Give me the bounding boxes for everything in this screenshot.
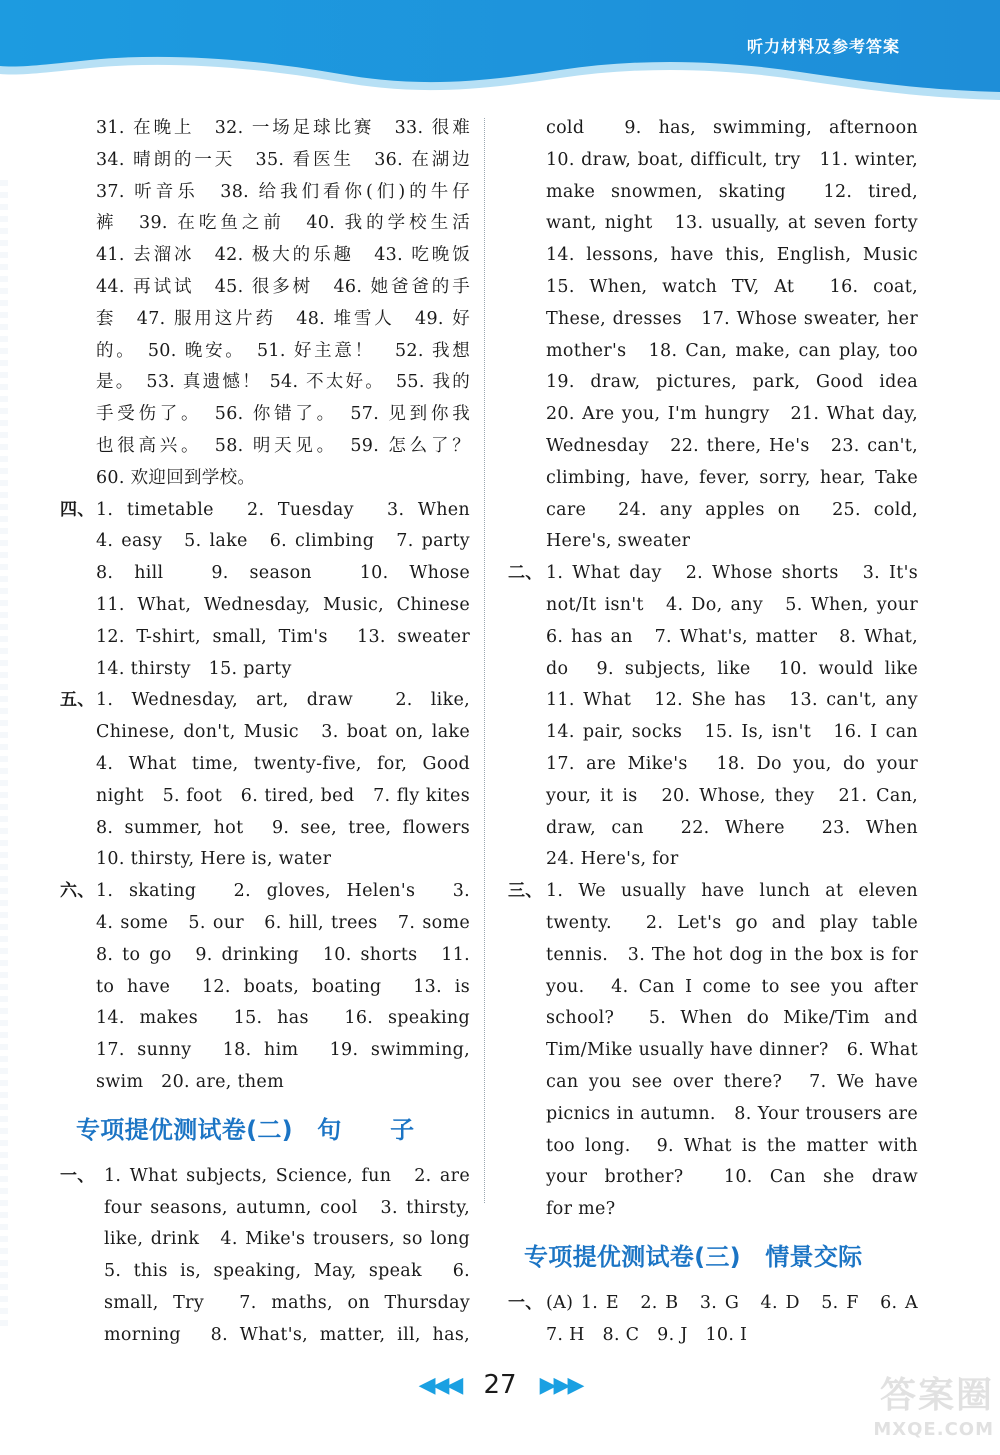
answer-line: These, dresses 17. Whose sweater, her bbox=[546, 308, 918, 329]
answer-line: draw, can 22. Where 23. When bbox=[546, 817, 918, 838]
watermark-bottom: MXQE.COM bbox=[873, 1419, 994, 1440]
answer-line: 44. 再试试 45. 很多树 46. 她爸爸的手 bbox=[96, 276, 470, 297]
answer-line: small, Try 7. maths, on Thursday bbox=[104, 1292, 470, 1313]
section-1-line bbox=[508, 1288, 918, 1320]
answer-line: 12. T-shirt, small, Tim's 13. sweater bbox=[96, 626, 470, 647]
answer-line: picnics in autumn. 8. Your trousers are bbox=[546, 1103, 918, 1124]
answer-line: your, it is 20. Whose, they 21. Can, bbox=[546, 785, 918, 806]
section-title: 专项提优测试卷(二) 句 子 bbox=[76, 1115, 415, 1144]
answer-line: 17. are Mike's 18. Do you, do your bbox=[546, 753, 918, 774]
answer-line: 4. easy 5. lake 6. climbing 7. party bbox=[96, 531, 470, 552]
answer-line: 14. lessons, have this, English, Music bbox=[546, 245, 918, 266]
answer-line: 10. draw, boat, difficult, try 11. winter, bbox=[546, 149, 918, 170]
answer-line: 手受伤了。 56. 你错了。 57. 见到你我 bbox=[96, 404, 470, 425]
section-3-line bbox=[508, 876, 918, 908]
answer-line: 14. pair, socks 15. Is, isn't 16. I can bbox=[546, 722, 918, 743]
answer-line: you. 4. Can I come to see you after bbox=[546, 976, 918, 997]
answer-line: 4. What time, twenty-five, for, Good bbox=[96, 753, 470, 774]
answer-line: 20. Are you, I'm hungry 21. What day, bbox=[546, 404, 918, 425]
answer-line: Here's, sweater bbox=[546, 531, 691, 552]
answer-line: not/It isn't 4. Do, any 5. When, your bbox=[546, 594, 918, 615]
answer-line: 8. hill 9. season 10. Whose bbox=[96, 563, 470, 584]
answer-line: to have 12. boats, boating 13. is bbox=[96, 976, 470, 997]
answer-line: 41. 去溜冰 42. 极大的乐趣 43. 吃晚饭 bbox=[96, 245, 470, 266]
answer-line: want, night 13. usually, at seven forty bbox=[546, 213, 918, 234]
answer-line: morning 8. What's, matter, ill, has, bbox=[104, 1324, 470, 1345]
answer-line: swim 20. are, them bbox=[96, 1071, 284, 1092]
answer-line: Chinese, don't, Music 3. boat on, lake bbox=[96, 722, 470, 743]
answer-line: mother's 18. Can, make, can play, too bbox=[546, 340, 918, 361]
answer-text: 1. timetable 2. Tuesday 3. When bbox=[96, 499, 470, 520]
section-marker: 五、 bbox=[60, 690, 95, 711]
prev-arrows-icon: ◀◀◀ bbox=[418, 1372, 461, 1398]
section-title: 专项提优测试卷(三) 情景交际 bbox=[524, 1242, 863, 1271]
answer-line: 31. 在晚上 32. 一场足球比赛 33. 很难 bbox=[96, 118, 470, 138]
answer-line: four seasons, autumn, cool 3. thirsty, bbox=[104, 1197, 470, 1218]
section-marker: 一、 bbox=[60, 1165, 95, 1186]
answer-line: 10. thirsty, Here is, water bbox=[96, 849, 332, 870]
answer-line: 5. this is, speaking, May, speak 6. bbox=[104, 1261, 470, 1282]
answer-line: 8. to go 9. drinking 10. shorts 11. bbox=[96, 944, 470, 965]
section-2-line bbox=[508, 558, 918, 590]
answer-line: 7. H 8. C 9. J 10. I bbox=[546, 1324, 748, 1345]
answer-line: for me? bbox=[546, 1199, 616, 1220]
answer-line: 11. What, Wednesday, Music, Chinese bbox=[96, 594, 470, 615]
answer-line: 34. 晴朗的一天 35. 看医生 36. 在湖边 bbox=[96, 149, 470, 170]
answer-line: can you see over there? 7. We have bbox=[546, 1071, 918, 1092]
answer-line: climbing, have, fever, sorry, hear, Take bbox=[546, 467, 918, 488]
answer-line: twenty. 2. Let's go and play table bbox=[546, 912, 918, 933]
answer-line: 14. thirsty 15. party bbox=[96, 658, 292, 679]
section-6-line bbox=[60, 876, 470, 908]
answer-line: 也很高兴。 58. 明天见。 59. 怎么了？ bbox=[96, 435, 470, 456]
answer-line: 37. 听音乐 38. 给我们看你(们)的牛仔 bbox=[96, 181, 470, 202]
next-arrows-icon: ▶▶▶ bbox=[539, 1372, 582, 1398]
section-marker: 六、 bbox=[60, 881, 95, 902]
answer-text: 1. skating 2. gloves, Helen's 3. bbox=[96, 881, 470, 902]
answer-line: Tim/Mike usually have dinner? 6. What bbox=[546, 1040, 918, 1061]
watermark-logo bbox=[844, 1373, 994, 1451]
answer-line: 17. sunny 18. him 19. swimming, bbox=[96, 1040, 470, 1061]
answer-line: 19. draw, pictures, park, Good idea bbox=[546, 372, 918, 393]
answer-text: 1. What day 2. Whose shorts 3. It's bbox=[546, 563, 918, 584]
answer-line: night 5. foot 6. tired, bed 7. fly kites bbox=[96, 785, 470, 806]
section-5-line bbox=[60, 685, 470, 717]
answer-line: tennis. 3. The hot dog in the box is for bbox=[546, 944, 918, 965]
answer-line: 14. makes 15. has 16. speaking bbox=[96, 1008, 470, 1029]
answer-line: 15. When, watch TV, At 16. coat, bbox=[546, 276, 918, 297]
answer-text: 1. Wednesday, art, draw 2. like, bbox=[96, 690, 470, 711]
answer-line: cold 9. has, swimming, afternoon bbox=[546, 118, 918, 138]
answer-line: 60. 欢迎回到学校。 bbox=[96, 467, 256, 488]
answer-line: too long. 9. What is the matter with bbox=[546, 1135, 918, 1156]
section-marker: 一、 bbox=[508, 1292, 543, 1313]
left-column bbox=[60, 113, 470, 1351]
answer-line: your brother? 10. Can she draw bbox=[546, 1167, 918, 1188]
section-marker: 三、 bbox=[508, 881, 543, 902]
answer-line: do 9. subjects, like 10. would like bbox=[546, 658, 918, 679]
answer-line: 4. some 5. our 6. hill, trees 7. some bbox=[96, 912, 470, 933]
left-edge-strip bbox=[0, 180, 8, 1330]
answer-line: 8. summer, hot 9. see, tree, flowers bbox=[96, 817, 470, 838]
section-marker: 二、 bbox=[508, 563, 543, 584]
answer-line: like, drink 4. Mike's trousers, so long bbox=[104, 1229, 470, 1250]
answer-line: 的。 50. 晚安。 51. 好主意！ 52. 我想 bbox=[96, 340, 470, 361]
section-1-line bbox=[60, 1161, 470, 1193]
answer-line: 套 47. 服用这片药 48. 堆雪人 49. 好 bbox=[96, 308, 470, 329]
column-divider bbox=[484, 118, 485, 1203]
answer-line: 是。 53. 真遗憾！ 54. 不太好。 55. 我的 bbox=[96, 372, 470, 393]
answer-line: Wednesday 22. there, He's 23. can't, bbox=[546, 435, 918, 456]
answer-line: 裤 39. 在吃鱼之前 40. 我的学校生活 bbox=[96, 213, 470, 234]
watermark-top: 答案圈 bbox=[879, 1375, 994, 1416]
answer-line: 11. What 12. She has 13. can't, any bbox=[546, 690, 918, 711]
answer-line: school? 5. When do Mike/Tim and bbox=[546, 1008, 918, 1029]
header-title: 听力材料及参考答案 bbox=[746, 37, 900, 56]
page-number: 27 bbox=[483, 1370, 517, 1400]
answer-text: 1. What subjects, Science, fun 2. are bbox=[104, 1165, 470, 1186]
answer-line: care 24. any apples on 25. cold, bbox=[546, 499, 918, 520]
answer-line: 24. Here's, for bbox=[546, 849, 679, 870]
answer-text: 1. We usually have lunch at eleven bbox=[546, 881, 918, 902]
answer-text: (A) 1. E 2. B 3. G 4. D 5. F 6. A bbox=[546, 1292, 918, 1313]
section-marker: 四、 bbox=[60, 499, 95, 520]
right-column bbox=[508, 113, 918, 1351]
answer-line: make snowmen, skating 12. tired, bbox=[546, 181, 918, 202]
section-4-line bbox=[60, 495, 470, 527]
answer-line: 6. has an 7. What's, matter 8. What, bbox=[546, 626, 918, 647]
